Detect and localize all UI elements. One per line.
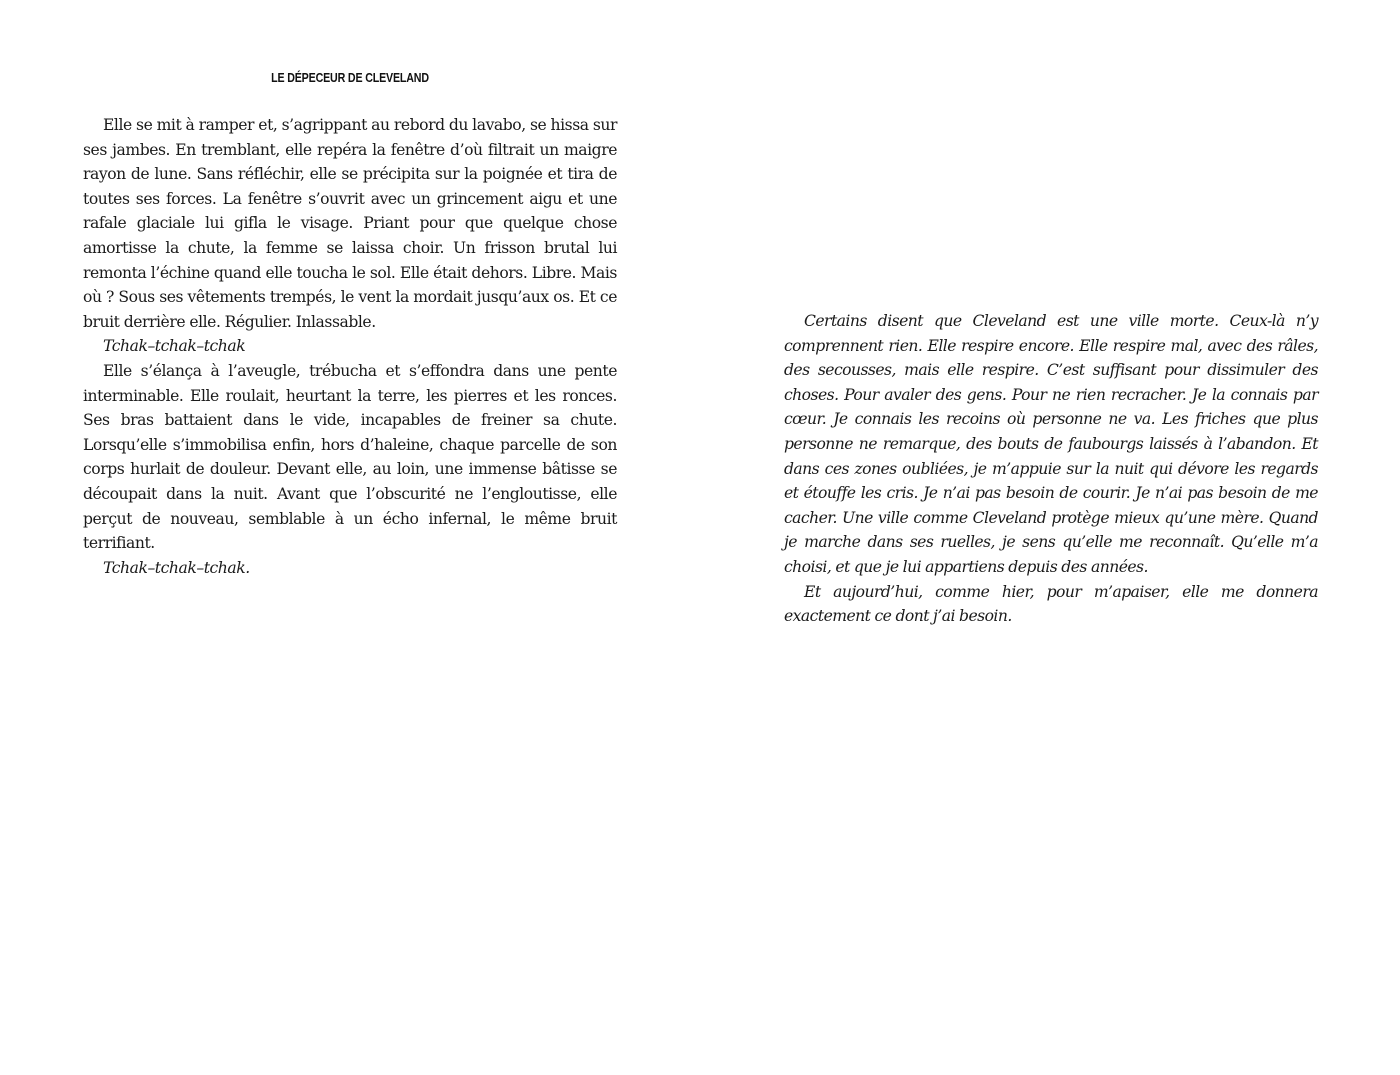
sound-effect-line: Tchak–tchak–tchak	[103, 337, 246, 356]
italic-paragraph: Certains disent que Cleveland est une ville morte. Ceux-là n’y comprennent rien. Elle respire encore. Elle respire mal, avec des râles, des secousses, mais elle respire. C’est suffisant pour dissimuler des choses. Pour avaler des gens. Pour ne rien recracher. Je la connais par cœur. Je connais les recoins où personne ne va. Les friches que plus personne ne remarque, des bouts de faubourgs laissés à l’abandon. Et dans ces zones oubliées, je m’appuie sur la nuit qui dévore les regards et étouffe les cris. Je n’ai pas besoin de courir. Je n’ai pas besoin de me cacher. Une ville comme Cleveland protège mieux qu’une mère. Quand je marche dans ses ruelles, je sens qu’elle me reconnaît. Qu’elle m’a choisi, et que je lui appartiens depuis des années.	[784, 312, 1318, 576]
paragraph: Elle se mit à ramper et, s’agrippant au rebord du lavabo, se hissa sur ses jambes. En tremblant, elle repéra la fenêtre d’où filtrait un maigre rayon de lune. Sans réfléchir, elle se précipita sur la poignée et tira de toutes ses forces. La fenêtre s’ouvrit avec un grincement aigu et une rafale glaciale lui gifla le visage. Priant pour que quelque chose amortisse la chute, la femme se laissa choir. Un frisson brutal lui remonta l’échine quand elle toucha le sol. Elle était dehors. Libre. Mais où ? Sous ses vêtements trempés, le vent la mordait jusqu’aux os. Et ce bruit derrière elle. Régulier. Inlassable.	[83, 116, 617, 331]
left-page-body	[83, 113, 617, 580]
right-page	[700, 0, 1400, 1075]
sound-effect-line: Tchak–tchak–tchak.	[103, 558, 250, 577]
right-page-body	[784, 309, 1318, 629]
italic-paragraph: Et aujourd’hui, comme hier, pour m’apaiser, elle me donnera exactement ce dont j’ai besoin.	[784, 582, 1318, 626]
paragraph: Elle s’élança à l’aveugle, trébucha et s’effondra dans une pente interminable. Elle roulait, heurtant la terre, les pierres et les ronces. Ses bras battaient dans le vide, incapables de freiner sa chute. Lorsqu’elle s’immobilisa enfin, hors d’haleine, chaque parcelle de son corps hurlait de douleur. Devant elle, au loin, une immense bâtisse se découpait dans la nuit. Avant que l’obscurité ne l’engloutisse, elle perçut de nouveau, semblable à un écho infernal, le même bruit terrifiant.	[83, 361, 617, 553]
running-head: LE DÉPECEUR DE CLEVELAND	[271, 70, 429, 85]
